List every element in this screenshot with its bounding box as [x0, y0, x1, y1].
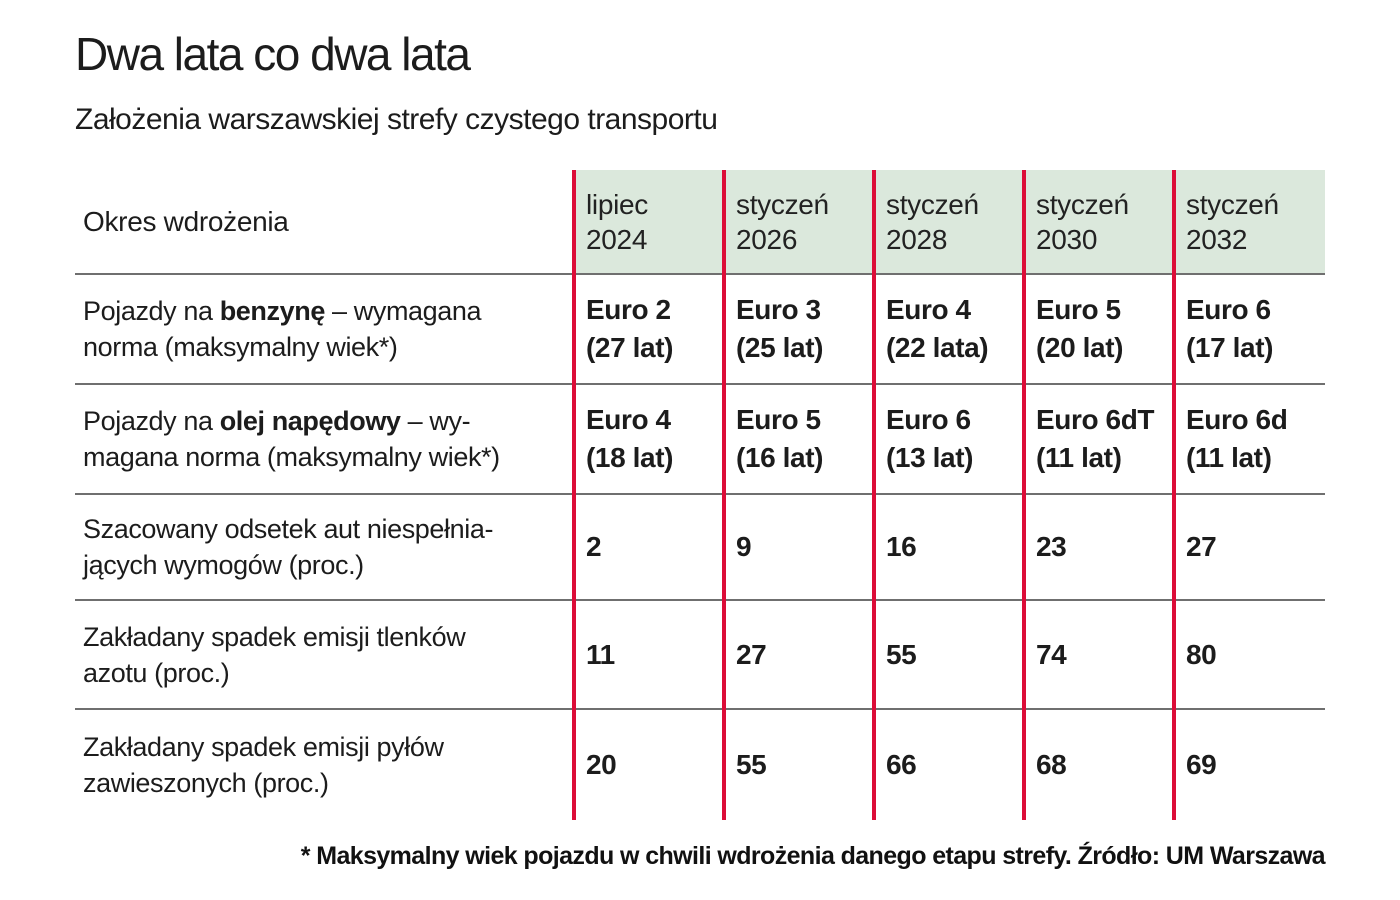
column-header-line2: 2024	[586, 223, 648, 255]
label-text: – wymagana	[324, 296, 482, 326]
value-line1: 80	[1186, 638, 1217, 670]
value-line2: (27 lat)	[586, 332, 674, 363]
column-divider-red-line	[572, 170, 576, 820]
value-line2: (16 lat)	[736, 442, 824, 473]
value-cell	[572, 275, 722, 383]
value-line1: Euro 6	[1186, 294, 1271, 325]
row-label-line1	[83, 511, 536, 547]
value-line1: 74	[1036, 638, 1067, 670]
value-line2: (13 lat)	[886, 442, 974, 473]
value-cell	[1172, 601, 1325, 708]
column-header-line2: 2026	[736, 223, 798, 255]
table-row-noncompliant-share	[75, 495, 1325, 601]
table-row-diesel	[75, 385, 1325, 495]
value-cell	[872, 385, 1022, 493]
value-line1: Euro 4	[586, 404, 671, 435]
row-label-line1	[83, 729, 536, 765]
value-line1: Euro 6d	[1186, 404, 1288, 435]
value-cell	[1172, 710, 1325, 820]
column-divider-red-line	[1022, 170, 1026, 820]
value-line1: 66	[886, 749, 917, 780]
value-line2: (11 lat)	[1036, 442, 1122, 473]
value-cell	[722, 710, 872, 820]
value-cell	[572, 495, 722, 599]
value-cell	[1022, 275, 1172, 383]
column-header-line1: styczeń	[1186, 188, 1279, 220]
value-cell	[1172, 275, 1325, 383]
value-line2: (22 lata)	[886, 332, 989, 363]
row-label-line2: norma (maksymalny wiek*)	[83, 332, 398, 362]
value-line1: Euro 6	[886, 404, 971, 435]
page-subtitle: Założenia warszawskiej strefy czystego transportu	[75, 103, 718, 136]
value-line2: (25 lat)	[736, 332, 824, 363]
label-text: Zakładany spadek emisji tlenków	[83, 621, 466, 652]
column-header-2024	[572, 170, 722, 273]
page-title: Dwa lata co dwa lata	[75, 28, 470, 80]
row-label	[75, 495, 572, 599]
value-line1: Euro 5	[736, 404, 821, 435]
label-bold-text: benzynę	[219, 296, 325, 326]
value-line1: Euro 2	[586, 294, 671, 325]
value-line1: 9	[736, 531, 752, 562]
label-text: Zakładany spadek emisji pyłów	[83, 732, 444, 762]
label-text: – wy-	[400, 406, 471, 436]
row-label-line1	[83, 403, 536, 439]
column-header-2032	[1172, 170, 1325, 273]
column-header-2028	[872, 170, 1022, 273]
value-cell	[1022, 601, 1172, 708]
table-row-pm-reduction	[75, 710, 1325, 820]
value-cell	[1022, 710, 1172, 820]
table-row-nox-reduction	[75, 601, 1325, 710]
column-header-line1: lipiec	[586, 188, 649, 220]
row-label-line2: magana norma (maksymalny wiek*)	[83, 442, 500, 472]
column-header-line2: 2030	[1036, 223, 1098, 255]
value-line1: 55	[736, 749, 767, 780]
column-header-2026	[722, 170, 872, 273]
transport-zone-table	[75, 170, 1325, 820]
value-line1: 68	[1036, 749, 1067, 780]
value-cell	[872, 275, 1022, 383]
column-header-line1: styczeń	[886, 188, 979, 220]
corner-label: Okres wdrożenia	[83, 205, 289, 237]
value-line1: 69	[1186, 749, 1217, 780]
row-label-line2: zawieszonych (proc.)	[83, 768, 329, 798]
row-label	[75, 710, 572, 820]
column-header-line1: styczeń	[736, 188, 829, 220]
corner-label-cell	[75, 170, 572, 273]
value-cell	[1022, 385, 1172, 493]
value-line1: Euro 6dT	[1036, 404, 1155, 435]
value-cell	[872, 601, 1022, 708]
table-row-petrol	[75, 275, 1325, 385]
column-divider-red-line	[872, 170, 876, 820]
value-line2: (20 lat)	[1036, 332, 1124, 363]
column-header-line2: 2028	[886, 223, 948, 255]
column-divider-red-line	[1172, 170, 1176, 820]
value-cell	[872, 710, 1022, 820]
value-line1: 16	[886, 531, 917, 562]
value-cell	[1172, 385, 1325, 493]
value-line1: 23	[1036, 531, 1067, 562]
value-cell	[722, 601, 872, 708]
value-cell	[1022, 495, 1172, 599]
column-header-line2: 2032	[1186, 223, 1248, 255]
value-cell	[722, 385, 872, 493]
table-header-row	[75, 170, 1325, 275]
value-line2: (18 lat)	[586, 442, 674, 473]
column-header-2030	[1022, 170, 1172, 273]
value-cell	[572, 385, 722, 493]
row-label	[75, 601, 572, 708]
footnote: * Maksymalny wiek pojazdu w chwili wdrożenia danego etapu strefy. Źródło: UM Warszawa	[300, 842, 1325, 870]
column-divider-red-line	[722, 170, 726, 820]
value-line1: 20	[586, 749, 617, 780]
row-label-line1	[83, 619, 536, 655]
value-line2: (17 lat)	[1186, 332, 1274, 363]
row-label-line2: azotu (proc.)	[83, 657, 230, 688]
value-cell	[572, 601, 722, 708]
label-bold-text: olej napędowy	[219, 406, 401, 436]
value-cell	[722, 275, 872, 383]
label-text: Pojazdy na	[83, 406, 220, 436]
value-line1: 55	[886, 638, 917, 670]
value-line1: 2	[586, 531, 602, 562]
value-cell	[872, 495, 1022, 599]
label-text: Szacowany odsetek aut niespełnia-	[83, 514, 494, 544]
row-label-line1	[83, 293, 536, 329]
value-cell	[722, 495, 872, 599]
value-cell	[1172, 495, 1325, 599]
value-line1: Euro 3	[736, 294, 821, 325]
row-label-line2: jących wymogów (proc.)	[83, 550, 364, 580]
value-line2: (11 lat)	[1186, 442, 1272, 473]
value-line1: Euro 4	[886, 294, 971, 325]
value-line1: 27	[1186, 531, 1217, 562]
value-cell	[572, 710, 722, 820]
value-line1: 11	[586, 638, 615, 670]
row-label	[75, 275, 572, 383]
value-line1: 27	[736, 638, 767, 670]
value-line1: Euro 5	[1036, 294, 1121, 325]
label-text: Pojazdy na	[83, 296, 220, 326]
row-label	[75, 385, 572, 493]
column-header-line1: styczeń	[1036, 188, 1129, 220]
